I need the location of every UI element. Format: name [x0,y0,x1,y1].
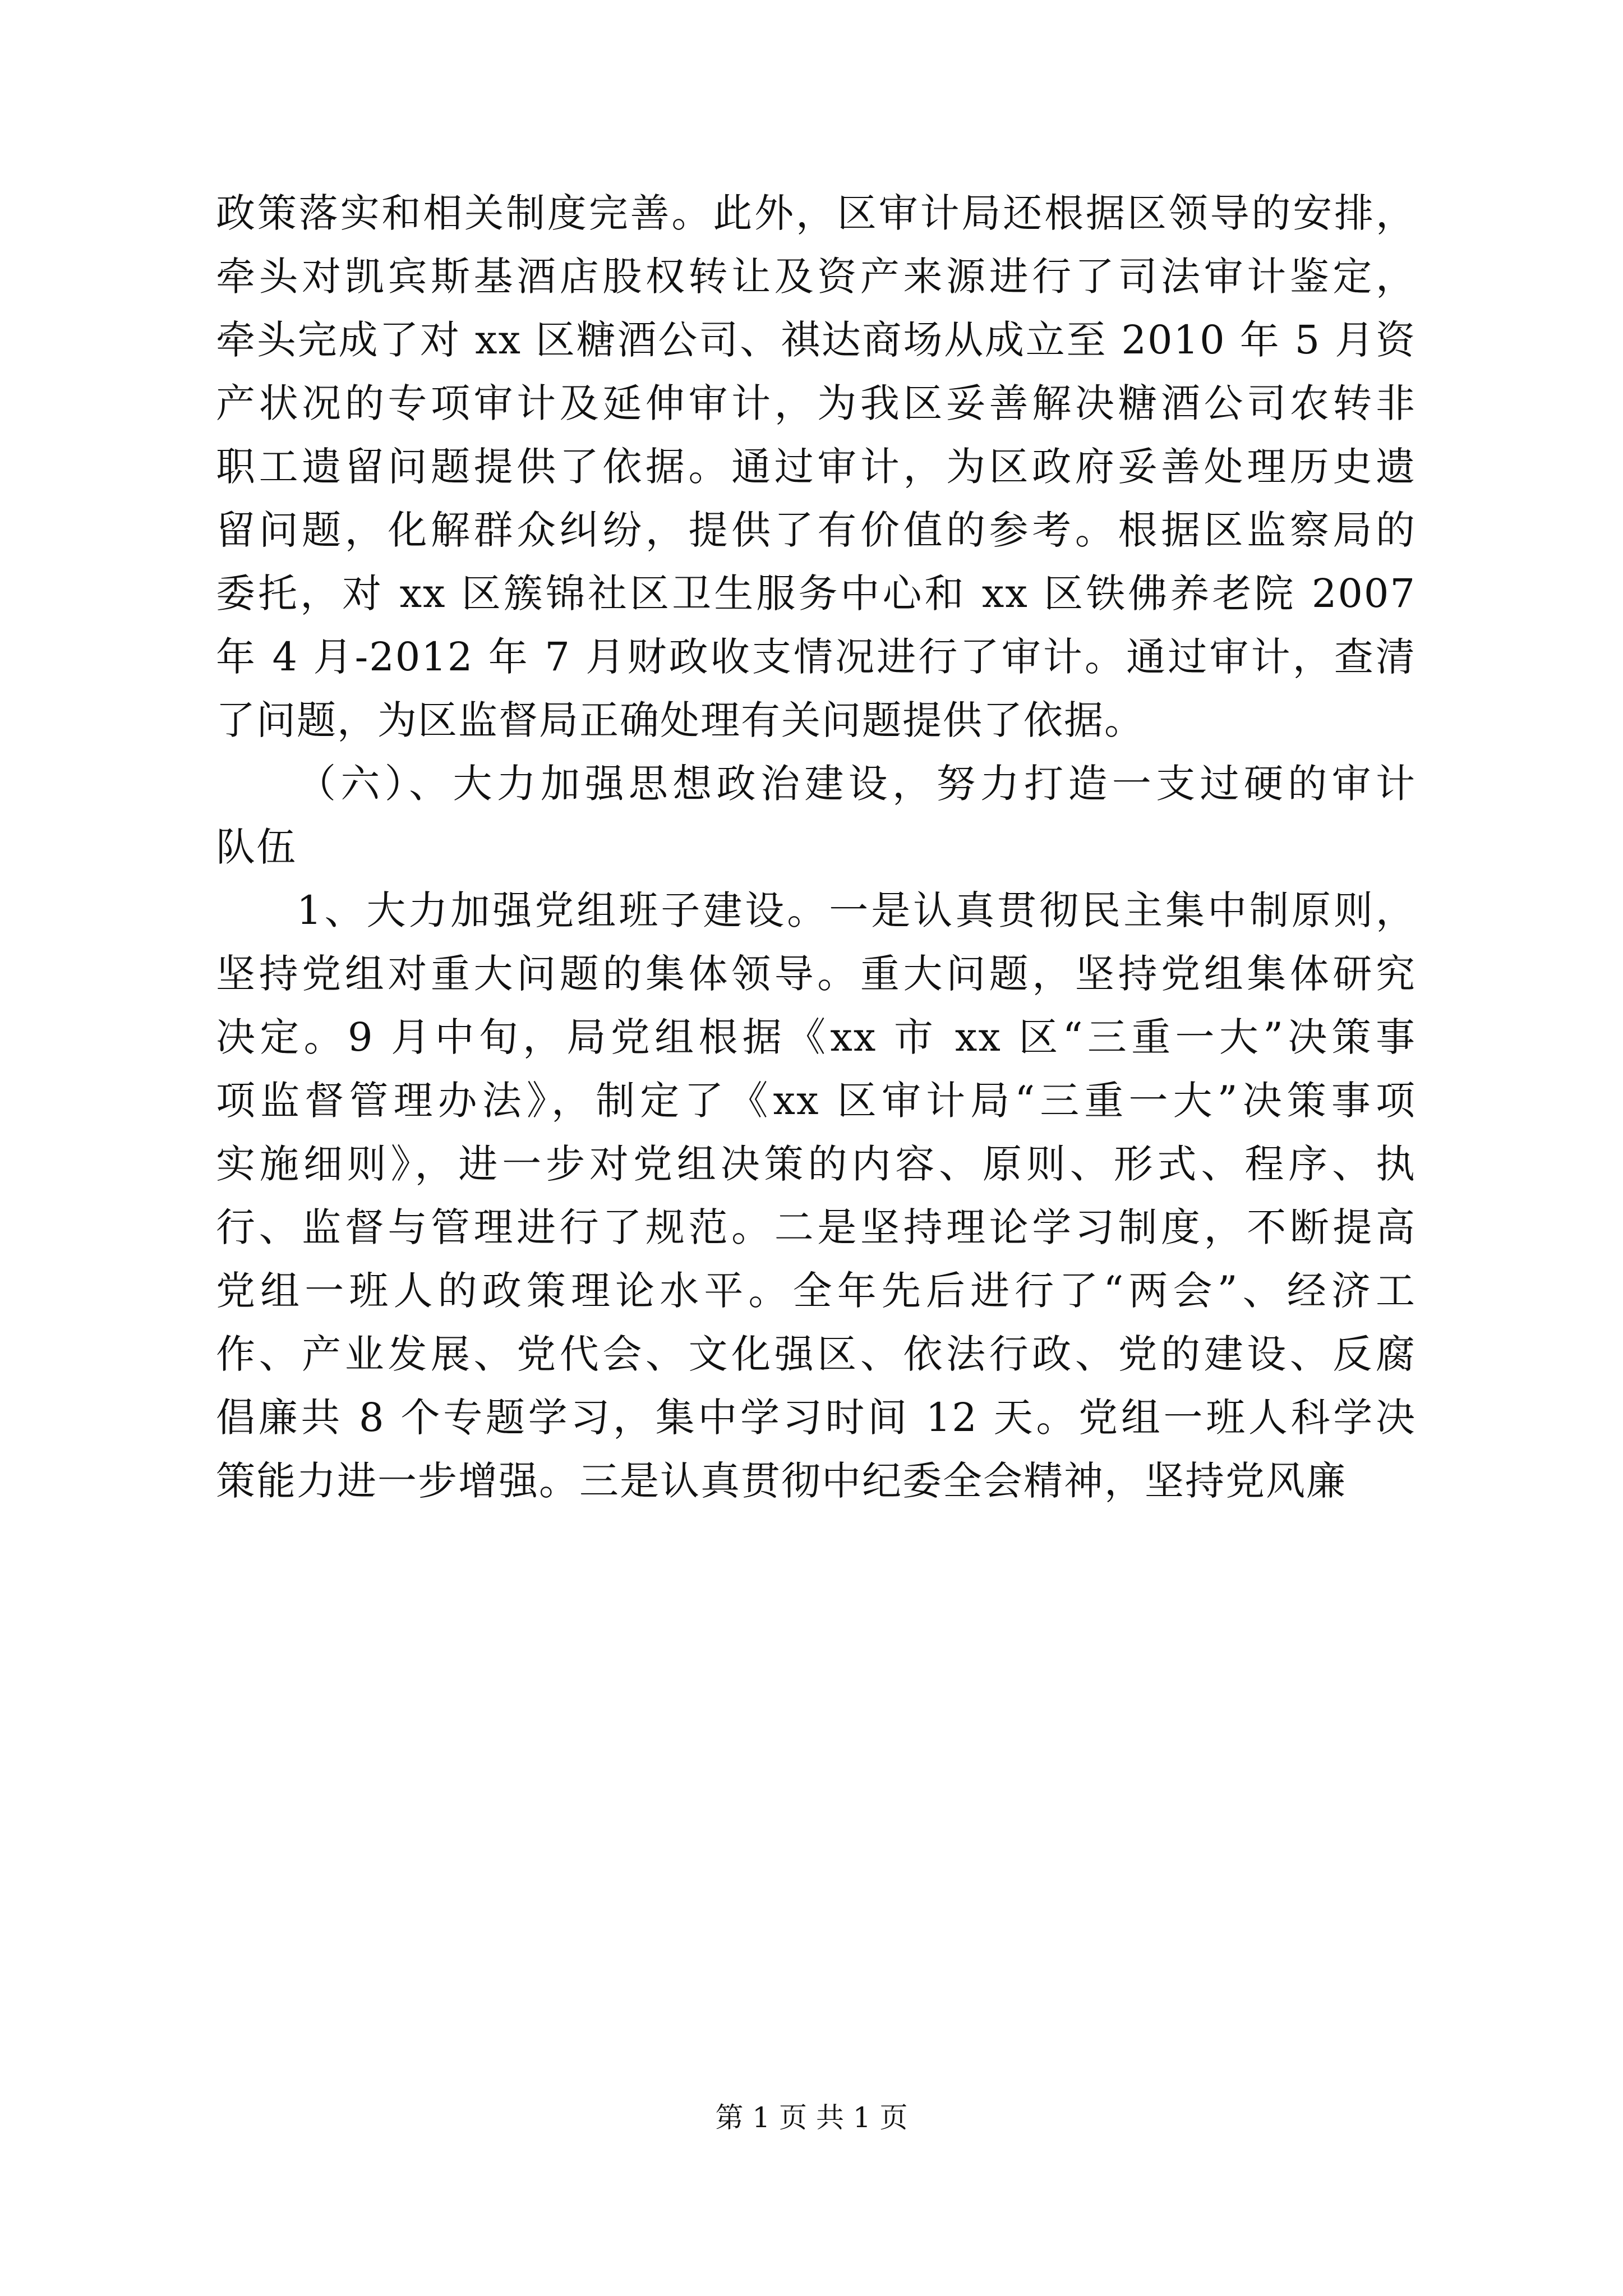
text-line: 决定。9 月中旬，局党组根据《xx 市 xx 区“三重一大”决策事 [216,1014,1416,1060]
text-line: 职工遗留问题提供了依据。通过审计，为区政府妥善处理历史遗 [216,444,1416,490]
text-line: 留问题，化解群众纠纷，提供了有价值的参考。根据区监察局的 [216,507,1416,553]
text-line: 政策落实和相关制度完善。此外，区审计局还根据区领导的安排， [216,190,1416,236]
text-line: 行、监督与管理进行了规范。二是坚持理论学习制度，不断提高 [216,1204,1416,1250]
text-line: 策能力进一步增强。三是认真贯彻中纪委全会精神，坚持党风廉 [216,1458,1347,1504]
text-line: 作、产业发展、党代会、文化强区、依法行政、党的建设、反腐 [216,1331,1416,1377]
text-line: 1、大力加强党组班子建设。一是认真贯彻民主集中制原则， [297,887,1416,933]
text-line: 年 4 月-2012 年 7 月财政收支情况进行了审计。通过审计，查清 [216,634,1416,680]
text-line: 倡廉共 8 个专题学习，集中学习时间 12 天。党组一班人科学决 [216,1395,1416,1441]
page-footer: 第 1 页 共 1 页 [715,2101,908,2134]
text-line: 牵头对凯宾斯基酒店股权转让及资产来源进行了司法审计鉴定， [216,254,1416,300]
text-line: 坚持党组对重大问题的集体领导。重大问题，坚持党组集体研究 [216,951,1416,997]
text-line: 产状况的专项审计及延伸审计，为我区妥善解决糖酒公司农转非 [216,380,1416,426]
text-line: 项监督管理办法》，制定了《xx 区审计局“三重一大”决策事项 [216,1078,1416,1124]
text-line: 实施细则》，进一步对党组决策的内容、原则、形式、程序、执 [216,1141,1416,1187]
text-line: 党组一班人的政策理论水平。全年先后进行了“两会”、经济工 [216,1268,1416,1314]
text-line: （六）、大力加强思想政治建设，努力打造一支过硬的审计 [297,761,1416,807]
text-line: 队伍 [216,824,297,870]
text-line: 委托，对 xx 区簇锦社区卫生服务中心和 xx 区铁佛养老院 2007 [216,570,1416,616]
text-line: 了问题，为区监督局正确处理有关问题提供了依据。 [216,697,1145,743]
text-line: 牵头完成了对 xx 区糖酒公司、祺达商场从成立至 2010 年 5 月资 [216,317,1416,363]
